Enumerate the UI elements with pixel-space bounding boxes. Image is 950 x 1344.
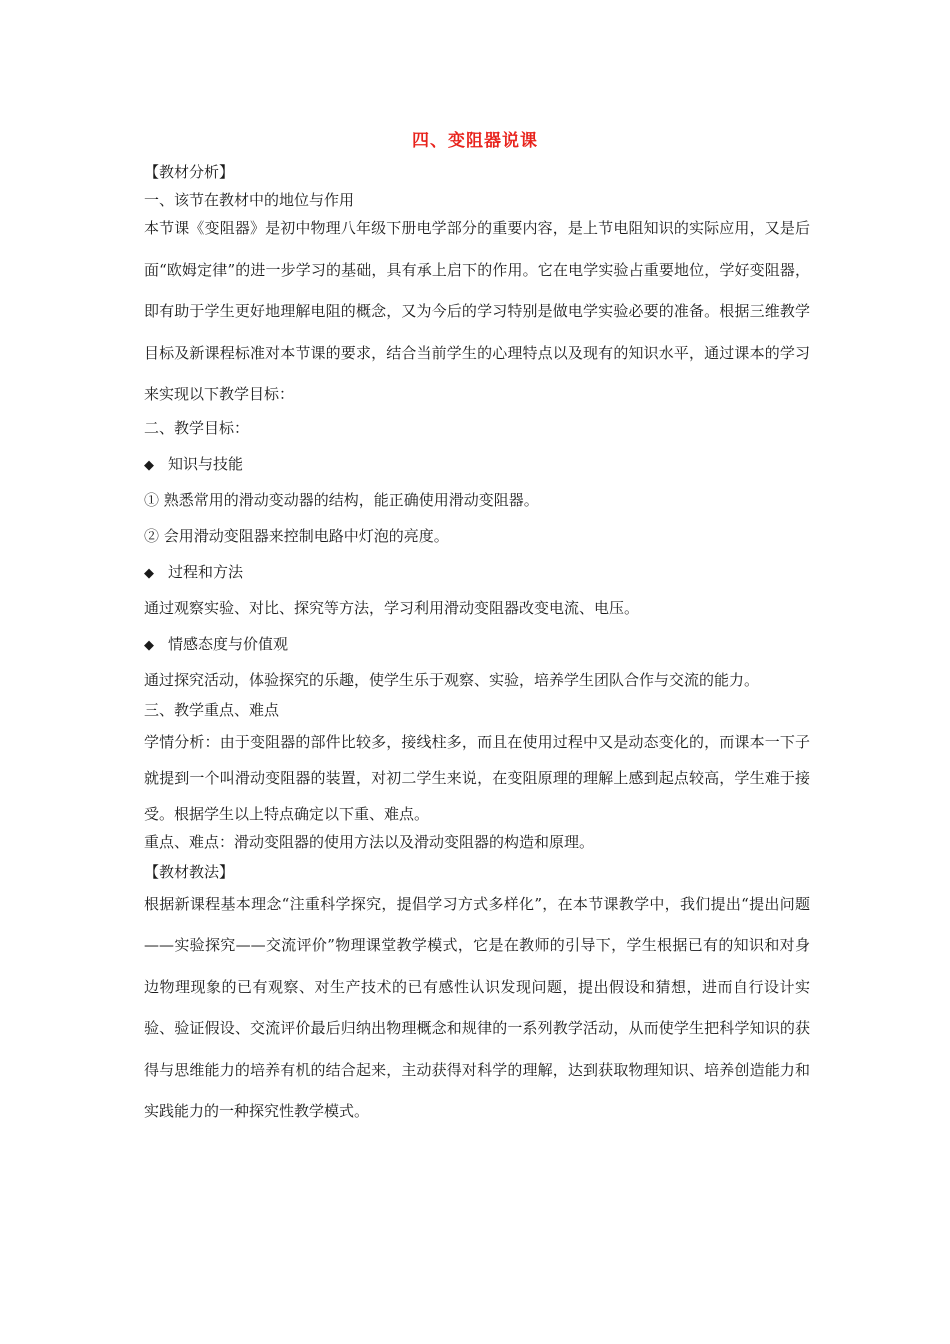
section-3-heading: 三、教学重点、难点 [144,700,280,719]
analysis-heading: 【教材分析】 [144,163,235,181]
goal-3-heading [144,630,810,658]
goal-3-title: 情感态度与价值观 [168,634,289,653]
diamond-bullet-icon: ◆ [144,637,154,653]
goal-2-title: 过程和方法 [168,562,244,581]
goal-1-title: 知识与技能 [168,454,244,473]
document-body [144,158,810,1127]
section-3-paragraph: 学情分析：由于变阻器的部件比较多，接线柱多，而且在使用过程中又是动态变化的，而课本一下子就提到一个叫滑动变阻器的装置，对初二学生来说，在变阻原理的理解上感到起点较高，学生难于接受。根据学生以上特点确定以下重、难点。 [144,732,810,823]
section-1-heading: 一、该节在教材中的地位与作用 [144,191,355,209]
section-3-keypoints: 重点、难点：滑动变阻器的使用方法以及滑动变阻器的构造和原理。 [144,832,595,851]
page-title: 四、变阻器说课 [412,131,538,151]
section-2-heading: 二、教学目标： [144,418,250,437]
goal-1-item-1: ① 熟悉常用的滑动变动器的结构，能正确使用滑动变阻器。 [144,490,539,509]
goal-3-paragraph: 通过探究活动，体验探究的乐趣，使学生乐于观察、实验，培养学生团队合作与交流的能力。 [144,670,760,689]
diamond-bullet-icon: ◆ [144,565,154,581]
section-1-paragraph: 本节课《变阻器》是初中物理八年级下册电学部分的重要内容，是上节电阻知识的实际应用，又是后面“欧姆定律”的进一步学习的基础，具有承上启下的作用。它在电学实验占重要地位，学好变阻器，即有助于学生更好地理解电阻的概念，又为今后的学习特别是做电学实验必要的准备。根据三维教学目标及新课程标准对本节课的要求，结合当前学生的心理特点以及现有的知识水平，通过课本的学习来实现以下教学目标： [144,219,810,403]
method-paragraph: 根据新课程基本理念“注重科学探究，提倡学习方式多样化”，在本节课教学中，我们提出“提出问题——实验探究——交流评价”物理课堂教学模式，它是在教师的引导下，学生根据已有的知识和对身边物理现象的已有观察、对生产技术的已有感性认识发现问题，提出假设和猜想，进而自行设计实验、验证假设、交流评价最后归纳出物理概念和规律的一系列教学活动，从而使学生把科学知识的获得与思维能力的培养有机的结合起来，主动获得对科学的理解，达到获取物理知识、培养创造能力和实践能力的一种探究性教学模式。 [144,894,810,1120]
goal-1-item-2: ② 会用滑动变阻器来控制电路中灯泡的亮度。 [144,526,449,545]
goal-1-heading [144,450,810,478]
diamond-bullet-icon: ◆ [144,457,154,473]
method-heading: 【教材教法】 [144,862,235,881]
goal-2-heading [144,558,810,586]
goal-2-body: 通过观察实验、对比、探究等方法，学习利用滑动变阻器改变电流、电压。 [144,598,640,617]
